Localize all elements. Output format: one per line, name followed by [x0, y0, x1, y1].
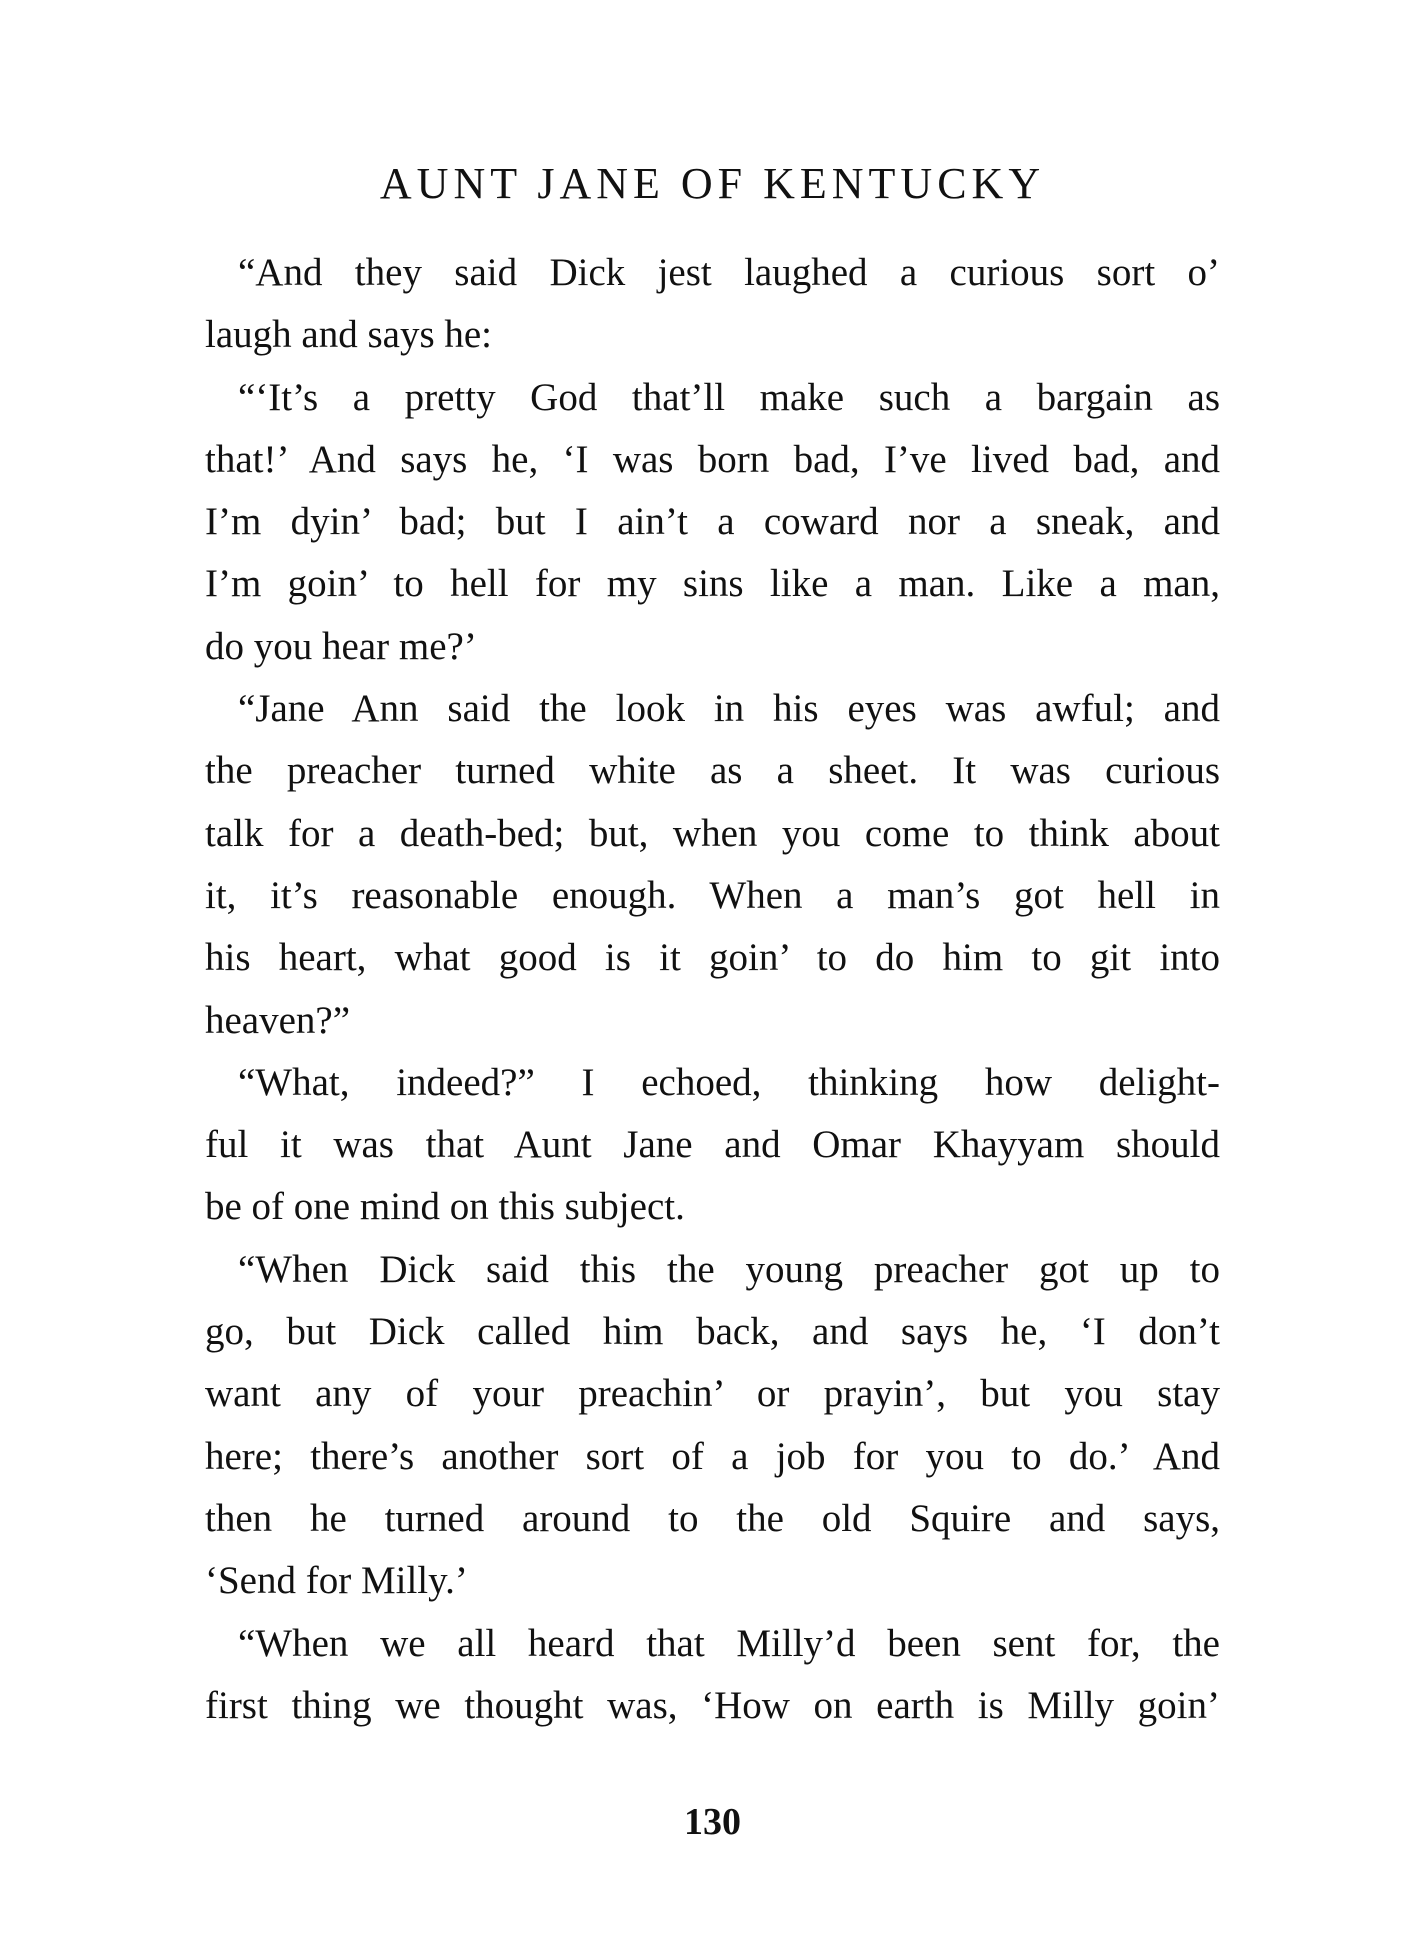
text-line: “What, indeed?” I echoed, thinking how delight-	[238, 1060, 1220, 1104]
text-line: talk for a death-bed; but, when you come to think about	[205, 811, 1220, 855]
text-line: heaven?”	[205, 998, 351, 1042]
text-line: here; there’s another sort of a job for you to do.’ And	[205, 1434, 1220, 1478]
text-line: his heart, what good is it goin’ to do him to git into	[205, 936, 1220, 980]
text-line: laugh and says he:	[205, 313, 493, 357]
text-line: “And they said Dick jest laughed a curious sort o’	[238, 251, 1220, 294]
text-line: it, it’s reasonable enough. When a man’s got hell in	[205, 873, 1220, 917]
page-body-text	[205, 242, 1220, 1737]
text-line: first thing we thought was, ‘How on earth is Milly goin’	[205, 1683, 1220, 1727]
page-number: 130	[684, 1801, 741, 1843]
text-line: “When Dick said this the young preacher got up to	[238, 1247, 1220, 1291]
text-line: “Jane Ann said the look in his eyes was awful; and	[238, 687, 1220, 731]
text-line: I’m dyin’ bad; but I ain’t a coward nor a sneak, and	[205, 500, 1220, 544]
text-line: then he turned around to the old Squire and says,	[205, 1496, 1220, 1540]
text-line: be of one mind on this subject.	[205, 1185, 685, 1229]
text-line: ‘Send for Milly.’	[205, 1559, 468, 1603]
text-line: go, but Dick called him back, and says he, ‘I don’t	[205, 1310, 1220, 1354]
text-line: I’m goin’ to hell for my sins like a man. Like a man,	[205, 562, 1220, 606]
text-line: ful it was that Aunt Jane and Omar Khayyam should	[205, 1123, 1220, 1167]
running-head: AUNT JANE OF KENTUCKY	[379, 159, 1046, 208]
text-line: do you hear me?’	[205, 624, 477, 668]
text-line: “‘It’s a pretty God that’ll make such a bargain as	[238, 375, 1220, 419]
text-line: want any of your preachin’ or prayin’, but you stay	[205, 1372, 1220, 1416]
text-line: the preacher turned white as a sheet. It was curious	[205, 749, 1220, 793]
text-line: “When we all heard that Milly’d been sent for, the	[238, 1621, 1220, 1665]
text-line: that!’ And says he, ‘I was born bad, I’ve lived bad, and	[205, 437, 1220, 481]
